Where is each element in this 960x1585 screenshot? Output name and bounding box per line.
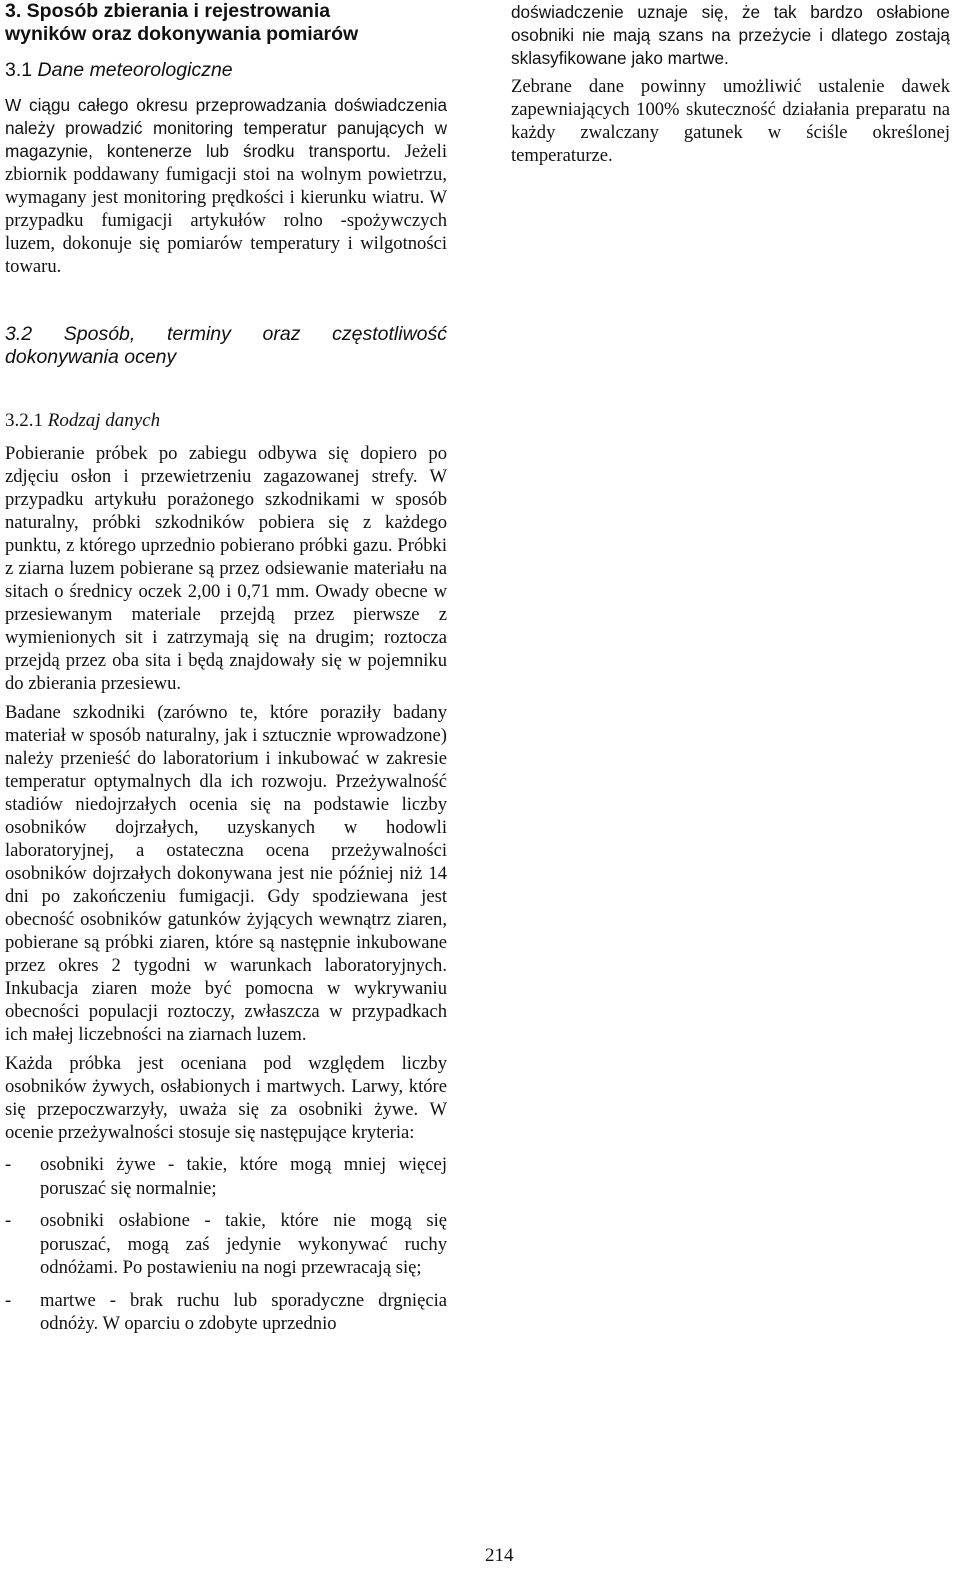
list-dash: -: [5, 1210, 12, 1231]
list-item: [5, 1153, 447, 1200]
section-3-2-1-number: 3.2.1: [5, 410, 43, 431]
right-paragraph-1: doświadczenie uznaje się, że tak bardzo osłabione osobniki nie mają szans na przeżycie i dlatego zostają sklasyfikowane jako martwe.: [511, 2, 950, 68]
list-item-text: osobniki osłabione - takie, które nie mogą się poruszać, mogą zaś jedynie wykonywać ruchy odnóżami. Po postawieniu na nogi przewracają się;: [40, 1210, 447, 1278]
list-dash: -: [5, 1154, 12, 1175]
section-3-2-1-paragraph-1: Pobieranie próbek po zabiegu odbywa się dopiero po zdjęciu osłon i przewietrzeniu zagazowanej strefy. W przypadku artykułu porażonego szkodnikami w sposób naturalny, próbki szkodników pobiera się z każdego punktu, z którego uprzednio pobierano próbki gazu. Próbki z ziarna luzem pobierane są przez odsiewanie materiału na sitach o średnicy oczek 2,00 i 0,71 mm. Owady obecne w przesiewanym materiale przejdą przez pierwsze z wymienionych sit i zatrzymają się na drugim; roztocza przejdą przez oba sita i będą znajdowały się w pojemniku do zbierania przesiewu.: [5, 443, 447, 694]
section-3-1-paragraph: [5, 94, 447, 278]
section-3-1-paragraph-b: Jeżeli zbiornik poddawany fumigacji stoi na wolnym powietrzu, wymagany jest monitoring prędkości i kierunku wiatru. W przypadku fumigacji artykułów rolno -spożywczych luzem, dokonuje się pomiarów temperatury i wilgotności towaru.: [5, 141, 448, 277]
section-3-2-title-line1: 3.2 Sposób, terminy oraz częstotliwość: [5, 323, 447, 345]
right-paragraph-2: Zebrane dane powinny umożliwić ustalenie dawek zapewniających 100% skuteczność działania preparatu na każdy zwalczany gatunek w ściśle określonej temperaturze.: [511, 76, 950, 166]
list-item-text: osobniki żywe - takie, które mogą mniej więcej poruszać się normalnie;: [40, 1154, 447, 1199]
section-3-2-heading: [5, 323, 447, 369]
right-column: [511, 0, 950, 167]
section-3-title-line1: 3. Sposób zbierania i rejestrowania: [5, 0, 331, 22]
list-dash: -: [5, 1289, 12, 1311]
section-3-1-title: Dane meteorologiczne: [37, 59, 233, 81]
section-3-1-number: 3.1: [5, 59, 33, 81]
list-item: [5, 1289, 447, 1336]
section-3-2-1-heading: [5, 409, 447, 432]
page-number: 214: [485, 1545, 514, 1566]
list-item: [5, 1209, 447, 1280]
section-3-2-1-paragraph-2: Badane szkodniki (zarówno te, które poraziły badany materiał w sposób naturalny, jak i sztucznie wprowadzone) należy przenieść do laboratorium i inkubować w zakresie temperatur optymalnych dla ich rozwoju. Przeżywalność stadiów niedojrzałych ocenia się na podstawie liczby osobników dojrzałych, uzyskanych w hodowli laboratoryjnej, a ostateczna ocena przeżywalności osobników dojrzałych dokonywana jest nie później niż 14 dni po zakończeniu fumigacji. Gdy spodziewana jest obecność osobników gatunków żyjących wewnątrz ziaren, pobierane są próbki ziaren, które są następnie inkubowane przez okres 2 tygodni w warunkach laboratoryjnych. Inkubacja ziaren może być pomocna w wykrywaniu obecności populacji roztoczy, zwłaszcza w przypadkach ich małej liczebności na ziarnach luzem.: [5, 702, 447, 1045]
section-3-title-line2: wyników oraz dokonywania pomiarów: [5, 23, 359, 45]
list-item-text: martwe - brak ruchu lub sporadyczne drgnięcia odnóży. W oparciu o zdobyte uprzednio: [40, 1289, 447, 1334]
section-3-2-1-title: Rodzaj danych: [47, 410, 161, 431]
left-column: [5, 0, 447, 1336]
section-3-1-heading: [5, 59, 447, 82]
section-3-heading: [5, 0, 447, 46]
criteria-list: [5, 1153, 447, 1336]
section-3-2-1-paragraph-3: Każda próbka jest oceniana pod względem liczby osobników żywych, osłabionych i martwych. Larwy, które się przepoczwarzyły, uważa się za osobniki żywe. W ocenie przeżywalności stosuje się następujące kryteria:: [5, 1053, 447, 1143]
section-3-2-title-line2: dokonywania oceny: [5, 346, 177, 368]
section-3-1-paragraph-a: W ciągu całego okresu przeprowadzania doświadczenia należy prowadzić monitoring temperatur panujących w magazynie, kontenerze lub środku transportu.: [5, 95, 447, 161]
